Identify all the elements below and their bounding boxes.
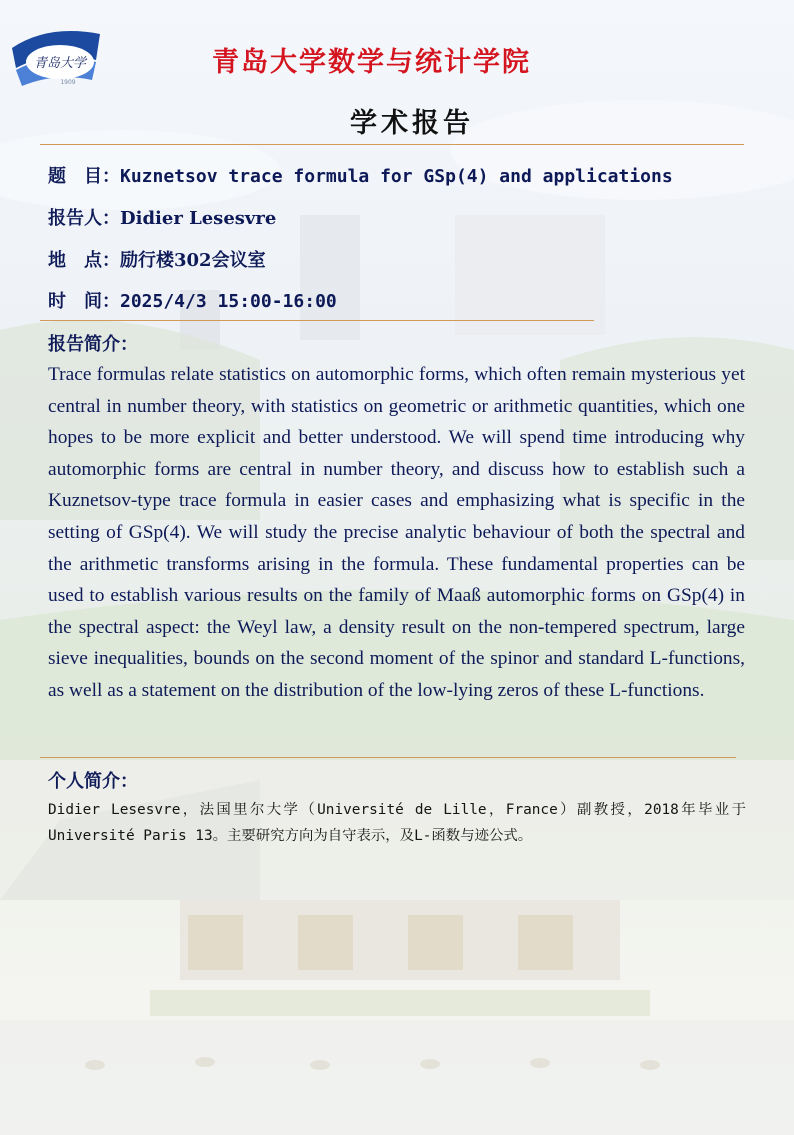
talk-title-value: Kuznetsov trace formula for GSp(4) and applications [120, 166, 673, 187]
time-row [48, 287, 337, 313]
logo-subtext: 1909 [60, 79, 76, 86]
divider-top [40, 144, 744, 145]
university-logo [8, 20, 104, 90]
institution-title: 青岛大学数学与统计学院 [212, 47, 531, 78]
talk-title-row [48, 162, 673, 188]
abstract-text: Trace formulas relate statistics on automorphic forms, which often remain mysterious yet central in number theory, with statistics on geometric or arithmetic quantities, which one hopes to be more explicit and better understood. We will spend time introducing why automorphic forms are central in number theory, and discuss how to establish such a Kuznetsov-type trace formula in easier cases and emphasizing what is specific in the setting of GSp(4). We will study the precise analytic behaviour of both the spectral and the arithmetic transforms arising in the formula. These fundamental properties can be used to establish various results on the family of Maaß automorphic forms on GSp(4) in the spectral aspect: the Weyl law, a density result on the non-tempered spectrum, large sieve inequalities, bounds on the second moment of the spinor and standard L-functions, as well as a statement on the distribution of the low-lying zeros of these L-functions. [48, 364, 745, 701]
logo-text: 青岛大学 [33, 56, 87, 71]
location-row [48, 246, 266, 272]
speaker-row [48, 204, 276, 230]
speaker-value: Didier Lesesvre [120, 208, 277, 229]
time-value: 2025/4/3 15:00-16:00 [120, 291, 337, 312]
speaker-label: 报告人： [48, 208, 120, 229]
abstract-label: 报告简介： [48, 334, 138, 355]
divider-bottom [40, 757, 736, 758]
time-label: 时 间： [48, 291, 120, 312]
divider-middle [40, 320, 594, 321]
location-label: 地 点： [48, 250, 120, 271]
event-type-title: 学术报告 [350, 108, 474, 139]
bio-text: Didier Lesesvre，法国里尔大学（Université de Lille，France）副教授，2018年毕业于 Université Paris 13。主要研究方向为自守表示，及L-函数与迹公式。 [48, 802, 746, 844]
bio-label: 个人简介： [48, 771, 138, 792]
location-value: 励行楼302会议室 [120, 250, 266, 271]
talk-title-label: 题 目： [48, 166, 120, 187]
